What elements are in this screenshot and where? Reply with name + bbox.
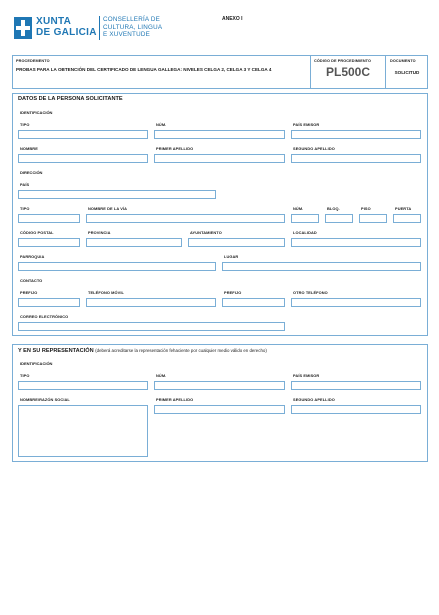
logo-line-2: DE GALICIA xyxy=(36,27,97,38)
procedure-label: PROCEDEMENTO xyxy=(16,59,50,63)
segundo-apellido-label: SEGUNDO APELLIDO xyxy=(293,146,335,151)
codigo-postal-field[interactable] xyxy=(18,238,80,247)
contacto-subtitle: CONTACTO xyxy=(20,278,43,283)
representative-section-title xyxy=(18,348,267,354)
procedure-code: PL500C xyxy=(325,65,371,79)
dept-line-3: E XUVENTUDE xyxy=(103,31,150,38)
ayuntamiento-field[interactable] xyxy=(188,238,285,247)
representative-note: (deberá acreditarse la representación fehaciente por cualquier medio válido en derecho) xyxy=(95,348,267,353)
logo-separator xyxy=(99,16,100,40)
rep-segundo-apellido-label: SEGUNDO APELLIDO xyxy=(293,397,335,402)
ayuntamiento-label: AYUNTAMIENTO xyxy=(190,230,222,235)
rep-tipo-label: TIPO xyxy=(20,373,30,378)
annex-label: ANEXO I xyxy=(222,16,243,22)
rep-nombre-razon-field[interactable] xyxy=(18,405,148,457)
dept-line-2: CULTURA, LINGUA xyxy=(103,23,163,31)
telefono-movil-label: TELÉFONO MÓVIL xyxy=(88,290,124,295)
procedure-code-label: CÓDIGO DE PROCEDIMIENTO xyxy=(314,59,372,63)
segundo-apellido-field[interactable] xyxy=(291,154,421,163)
num-label: NÚM. xyxy=(156,122,167,127)
nombre-field[interactable] xyxy=(18,154,148,163)
rep-nombre-razon-label: NOMBRE/RAZÓN SOCIAL xyxy=(20,397,70,402)
nombre-via-field[interactable] xyxy=(86,214,285,223)
rep-num-field[interactable] xyxy=(154,381,285,390)
codigo-postal-label: CÓDIGO POSTAL xyxy=(20,230,54,235)
identification-subtitle: IDENTIFICACIÓN xyxy=(20,110,53,115)
puerta-label: PUERTA xyxy=(395,206,412,211)
identification-subtitle: IDENTIFICACIÓN xyxy=(20,361,53,366)
piso-field[interactable] xyxy=(359,214,387,223)
localidad-label: LOCALIDAD xyxy=(293,230,317,235)
prefijo-label: PREFIJO xyxy=(20,290,38,295)
parroquia-label: PARROQUIA xyxy=(20,254,45,259)
pais-label: PAÍS xyxy=(20,182,30,187)
xunta-logo-icon xyxy=(14,17,32,39)
lugar-label: LUGAR xyxy=(224,254,239,259)
rep-pais-emisor-label: PAÍS EMISOR xyxy=(293,373,320,378)
prefijo-field[interactable] xyxy=(222,298,285,307)
rep-segundo-apellido-field[interactable] xyxy=(291,405,421,414)
tipo-label: TIPO xyxy=(20,122,30,127)
lugar-field[interactable] xyxy=(222,262,421,271)
procedure-title: PROBAS PARA LA OBTENCIÓN DEL CERTIFICADO DE LENGUA GALLEGA: NIVELES CELGA 2, CELGA 3 Y CELGA 4 xyxy=(16,67,272,72)
provincia-label: PROVINCIA xyxy=(88,230,111,235)
direccion-subtitle: DIRECCIÓN xyxy=(20,170,43,175)
primer-apellido-field[interactable] xyxy=(154,154,285,163)
piso-label: PISO xyxy=(361,206,371,211)
document-value: SOLICITUD xyxy=(394,70,420,75)
rep-num-label: NÚM. xyxy=(156,373,167,378)
pais-emisor-field[interactable] xyxy=(291,130,421,139)
num-via-label: NÚM. xyxy=(293,206,304,211)
prefijo-label: PREFIJO xyxy=(224,290,242,295)
pais-emisor-label: PAÍS EMISOR xyxy=(293,122,320,127)
logo-text xyxy=(36,16,97,38)
nombre-label: NOMBRE xyxy=(20,146,38,151)
applicant-section-title: DATOS DE LA PERSONA SOLICITANTE xyxy=(18,96,123,102)
tipo-via-field[interactable] xyxy=(18,214,80,223)
provincia-field[interactable] xyxy=(86,238,182,247)
bloq-field[interactable] xyxy=(325,214,353,223)
prefijo-field[interactable] xyxy=(18,298,80,307)
procedure-divider xyxy=(385,55,386,89)
correo-label: CORREO ELECTRÓNICO xyxy=(20,314,69,319)
nombre-via-label: NOMBRE DE LA VÍA xyxy=(88,206,128,211)
bloq-label: BLOQ. xyxy=(327,206,340,211)
tipo-via-label: TIPO xyxy=(20,206,30,211)
logo-line-1: XUNTA xyxy=(36,16,72,27)
num-via-field[interactable] xyxy=(291,214,319,223)
primer-apellido-label: PRIMER APELLIDO xyxy=(156,146,194,151)
correo-field[interactable] xyxy=(18,322,285,331)
representative-title: Y EN SU REPRESENTACIÓN xyxy=(18,348,94,354)
document-label: DOCUMENTO xyxy=(390,59,416,63)
num-field[interactable] xyxy=(154,130,285,139)
department-name xyxy=(103,16,162,39)
parroquia-field[interactable] xyxy=(18,262,216,271)
procedure-divider xyxy=(310,55,311,89)
rep-pais-emisor-field[interactable] xyxy=(291,381,421,390)
otro-telefono-label: OTRO TELÉFONO xyxy=(293,290,328,295)
otro-telefono-field[interactable] xyxy=(291,298,421,307)
tipo-field[interactable] xyxy=(18,130,148,139)
pais-field[interactable] xyxy=(18,190,216,199)
dept-line-1: CONSELLERÍA DE xyxy=(103,16,161,23)
telefono-movil-field[interactable] xyxy=(86,298,216,307)
rep-primer-apellido-label: PRIMER APELLIDO xyxy=(156,397,194,402)
localidad-field[interactable] xyxy=(291,238,421,247)
puerta-field[interactable] xyxy=(393,214,421,223)
rep-tipo-field[interactable] xyxy=(18,381,148,390)
rep-primer-apellido-field[interactable] xyxy=(154,405,285,414)
